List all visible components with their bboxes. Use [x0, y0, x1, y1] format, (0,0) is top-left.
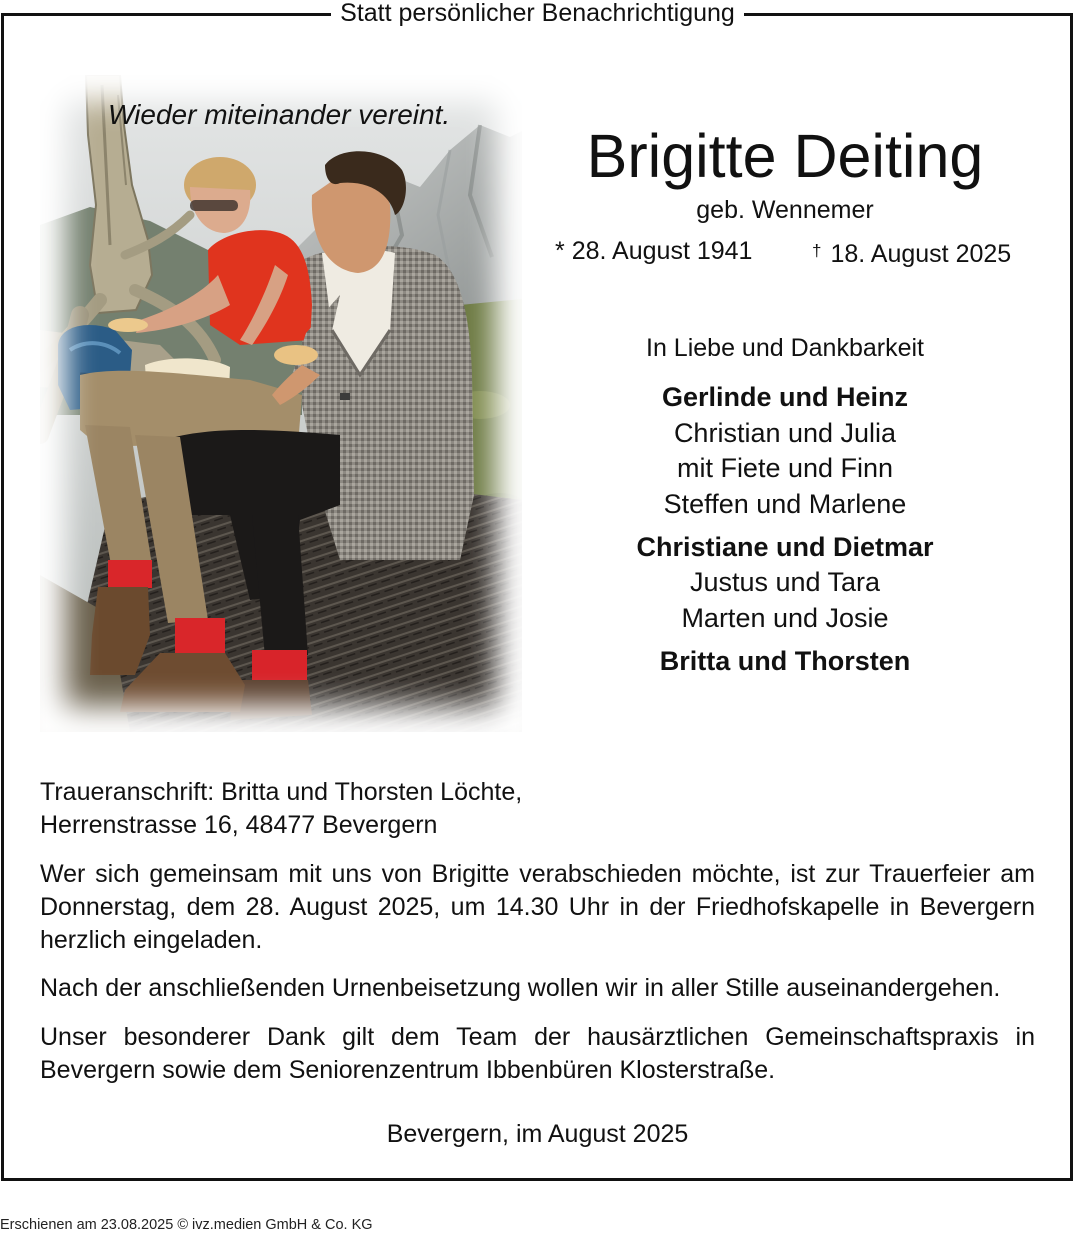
deceased-name: Brigitte Deiting — [586, 122, 984, 190]
family-group — [540, 380, 1030, 522]
birth-date-text: 28. August 1941 — [571, 237, 753, 265]
place-date-closing: Bevergern, im August 2025 — [386, 1119, 689, 1148]
family-head: Gerlinde und Heinz — [661, 382, 909, 412]
death-symbol: † — [812, 241, 822, 260]
family-group — [540, 644, 1030, 680]
funeral-info-paragraph: Wer sich gemeinsam mit uns von Brigitte verabschieden möchte, ist zur Trauerfeier am Donnerstag, dem 28. August 2025, um 14.30 Uhr in der Friedhofskapelle in Bevergern herzlich eingeladen. — [40, 859, 1035, 954]
mourners-list — [540, 380, 1030, 679]
birth-symbol: * — [555, 237, 565, 265]
thanks-paragraph: Unser besonderer Dank gilt dem Team der hausärztlichen Gemeinschaftspraxis in Bevergern sowie dem Seniorenzentrum Ibbenbüren Klosterstraße. — [40, 1022, 1035, 1084]
family-member: mit Fiete und Finn — [676, 453, 894, 483]
family-member: Marten und Josie — [681, 602, 889, 633]
family-member: Steffen und Marlene — [663, 488, 907, 519]
burial-paragraph: Nach der anschließenden Urnenbeisetzung wollen wir in aller Stille auseinandergehen. — [40, 974, 1001, 1002]
memorial-photo — [40, 75, 522, 732]
birth-date — [555, 236, 752, 266]
notice-header-text: Statt persönlicher Benachrichtigung — [331, 0, 744, 27]
family-head: Christiane und Dietmar — [636, 531, 934, 562]
photo-caption: Wieder miteinander vereint. — [108, 99, 451, 130]
notice-header — [0, 0, 1075, 26]
mourning-address-line: Traueranschrift: Britta und Thorsten Löchte, — [40, 778, 523, 806]
death-date-text: 18. August 2025 — [830, 240, 1012, 268]
mourners-intro: In Liebe und Dankbarkeit — [646, 334, 924, 362]
family-member: Christian und Julia — [673, 417, 897, 448]
notice-body — [40, 776, 1035, 1151]
family-member: Justus und Tara — [689, 567, 881, 597]
publication-footer: Erschienen am 23.08.2025 © ivz.medien GmbH & Co. KG — [0, 1217, 373, 1233]
family-group — [540, 530, 1030, 637]
birth-name: geb. Wennemer — [696, 196, 874, 224]
family-head: Britta und Thorsten — [659, 645, 911, 676]
photo-vignette — [40, 75, 522, 732]
mourning-address-line: Herrenstrasse 16, 48477 Bevergern — [40, 811, 438, 839]
death-date — [812, 236, 1011, 269]
